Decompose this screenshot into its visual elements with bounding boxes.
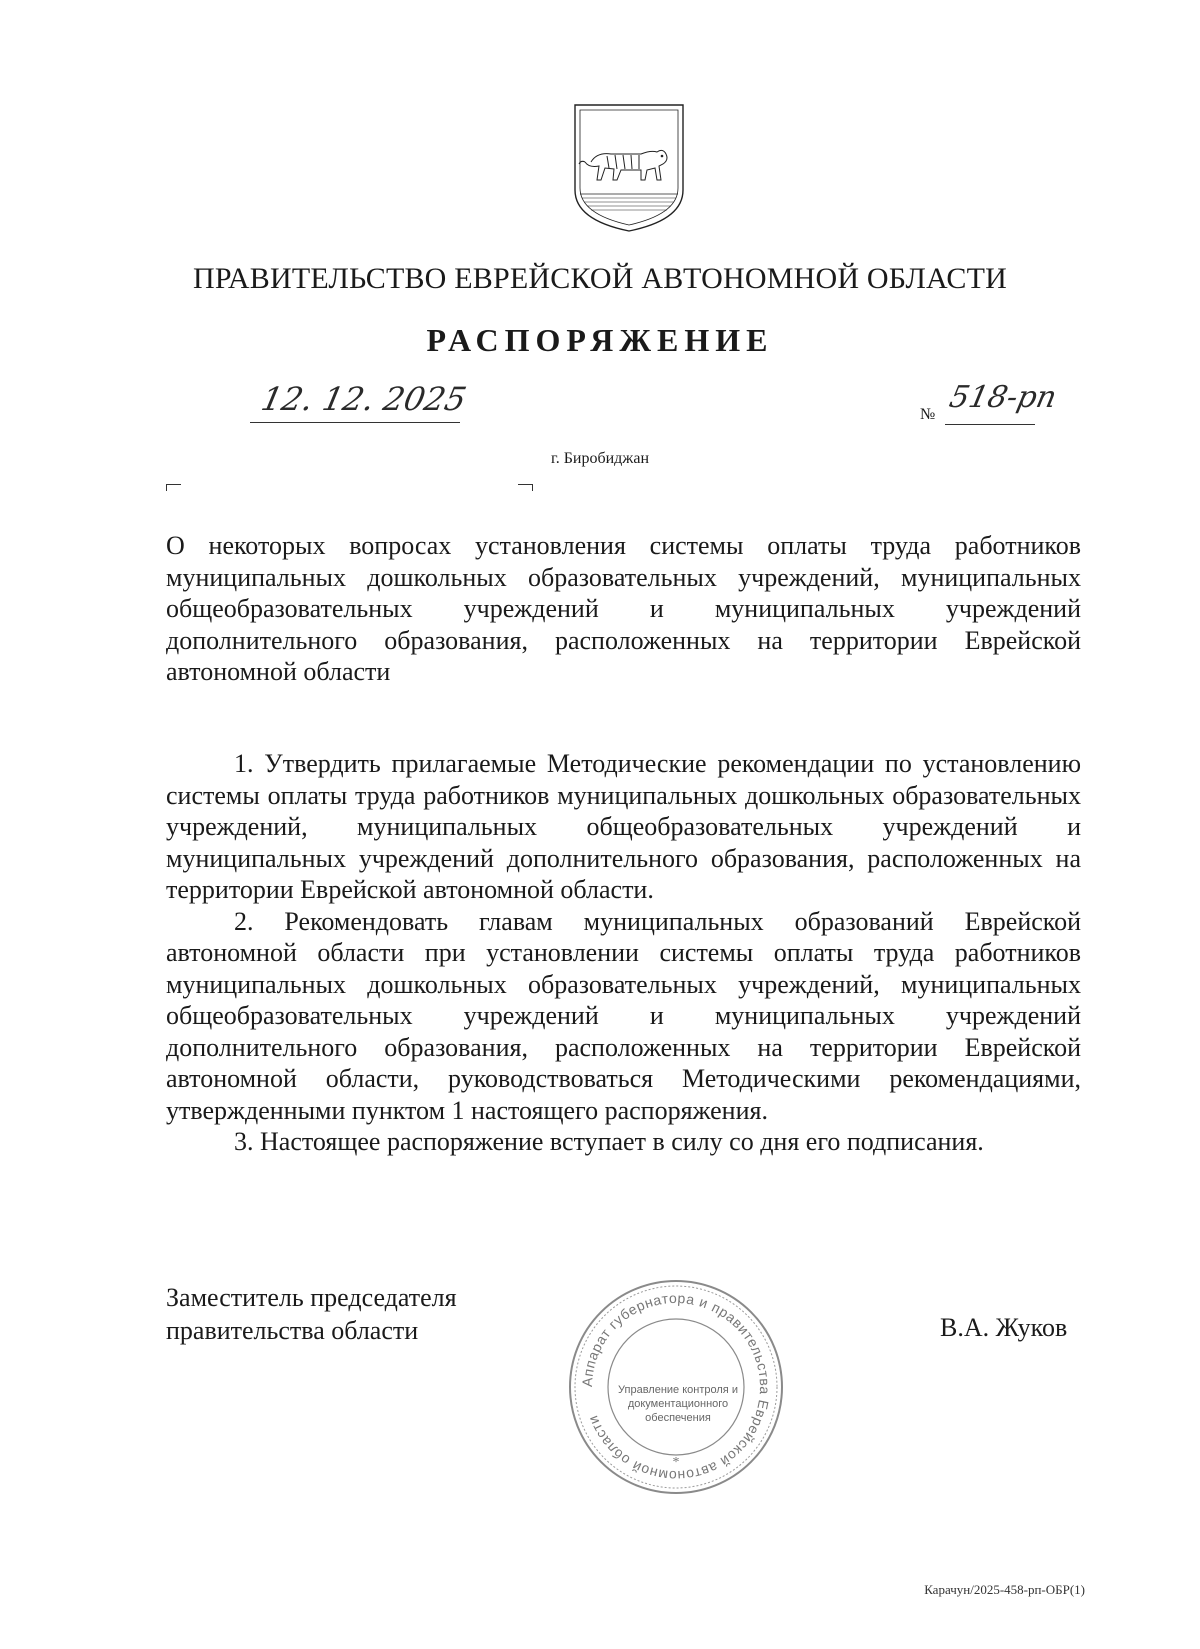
stamp-inner-text (608, 1383, 748, 1425)
tiger-coat-of-arms-icon (571, 102, 687, 234)
document-body (166, 748, 1081, 1158)
signer-title-line-2: правительства области (166, 1316, 419, 1345)
signer-name: В.А. Жуков (940, 1313, 1068, 1342)
document-subject: О некоторых вопросах установления системы оплаты труда работников муниципальных дошкольных образовательных учреждений, муниципальных общеобразовательных учреждений и муниципальных учреждений дополнительного образования, расположенных на территории Еврейской автономной области (166, 531, 1081, 686)
city-label: г. Биробиджан (550, 450, 650, 467)
subject-corner-left (166, 484, 181, 491)
government-title: ПРАВИТЕЛЬСТВО ЕВРЕЙСКОЙ АВТОНОМНОЙ ОБЛАСТИ (193, 262, 1007, 295)
date-underline (250, 422, 460, 423)
signer-title-line-1: Заместитель председателя (166, 1283, 457, 1312)
stamp-outer-text: Аппарат губернатора и правительства Еврейской автономной области (578, 1289, 774, 1485)
stamp-star: * (672, 1455, 680, 1470)
signer-title (166, 1281, 457, 1347)
number-sign: № (920, 406, 936, 423)
handwritten-number: 518-рп (946, 380, 1060, 415)
handwritten-date: 12. 12. 2025 (257, 380, 470, 418)
footer-reference: Карачун/2025-458-рп-ОБР(1) (924, 1582, 1085, 1597)
stamp-inner-line-2: документационного (627, 1398, 729, 1410)
subject-corner-right (518, 484, 533, 491)
paragraph-2: 2. Рекомендовать главам муниципальных образований Еврейской автономной области при установлении системы оплаты труда работников муниципальных дошкольных образовательных учреждений, муниципальных общеобразовательных учреждений и муниципальных учреждений дополнительного образования, расположенных на территории Еврейской автономной области, руководствоваться Методическими рекомендациями, утвержденными пунктом 1 настоящего распоряжения. (166, 906, 1081, 1125)
number-underline (945, 424, 1035, 425)
paragraph-1: 1. Утвердить прилагаемые Методические рекомендации по установлению системы оплаты труда работников муниципальных дошкольных образовательных учреждений, муниципальных общеобразовательных учреждений и муниципальных учреждений дополнительного образования, расположенных на территории Еврейской автономной области. (166, 749, 1081, 904)
document-type: РАСПОРЯЖЕНИЕ (426, 322, 774, 358)
stamp-inner-line-3: обеспечения (645, 1412, 711, 1424)
stamp-inner-line-1: Управление контроля и (618, 1384, 738, 1396)
paragraph-3: 3. Настоящее распоряжение вступает в силу со дня его подписания. (234, 1127, 984, 1156)
